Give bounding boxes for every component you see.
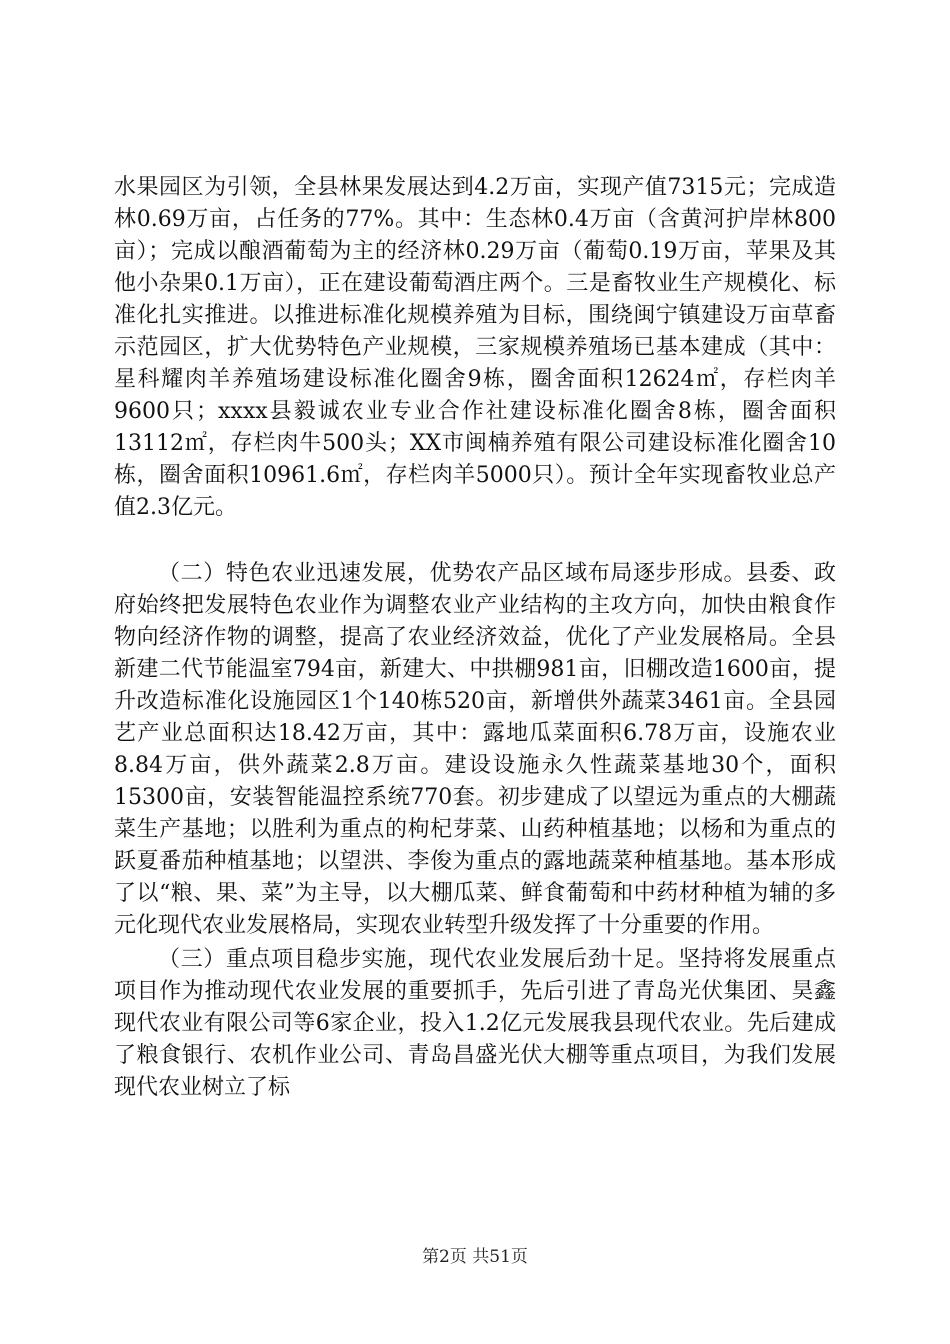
document-body <box>114 172 836 1104</box>
paragraph-key-projects: （三）重点项目稳步实施，现代农业发展后劲十足。坚持将发展重点项目作为推动现代农业发展的重要抓手，先后引进了青岛光伏集团、昊鑫现代农业有限公司等6家企业，投入1.2亿元发展我县现代农业。先后建成了粮食银行、农机作业公司、青岛昌盛光伏大棚等重点项目，为我们发展现代农业树立了标 <box>114 947 836 1100</box>
paragraph-specialty-agriculture: （二）特色农业迅速发展，优势农产品区域布局逐步形成。县委、政府始终把发展特色农业作为调整农业产业结构的主攻方向，加快由粮食作物向经济作物的调整，提高了农业经济效益，优化了产业发展格局。全县新建二代节能温室794亩，新建大、中拱棚981亩，旧棚改造1600亩，提升改造标准化设施园区1个140栋520亩，新增供外蔬菜3461亩。全县园艺产业总面积达18.42万亩，其中：露地瓜菜面积6.78万亩，设施农业8.84万亩，供外蔬菜2.8万亩。建设设施永久性蔬菜基地30个，面积15300亩，安装智能温控系统770套。初步建成了以望远为重点的大棚蔬菜生产基地；以胜利为重点的枸杞芽菜、山药种植基地；以杨和为重点的跃夏番茄种植基地；以望洪、李俊为重点的露地蔬菜种植基地。基本形成了以“粮、果、菜”为主导，以大棚瓜菜、鲜食葡萄和中药材种植为辅的多元化现代农业发展格局，实现农业转型升级发挥了十分重要的作用。 <box>114 561 836 938</box>
paragraph-forestry-livestock: 水果园区为引领，全县林果发展达到4.2万亩，实现产值7315元；完成造林0.69万亩，占任务的77%。其中：生态林0.4万亩（含黄河护岸林800亩）；完成以酿酒葡萄为主的经济林0.29万亩（葡萄0.19万亩，苹果及其他小杂果0.1万亩），正在建设葡萄酒庄两个。三是畜牧业生产规模化、标准化扎实推进。以推进标准化规模养殖为目标，围绕闽宁镇建设万亩草畜示范园区，扩大优势特色产业规模，三家规模养殖场已基本建成（其中：星科耀肉羊养殖场建设标准化圈舍9栋，圈舍面积12624㎡，存栏肉羊9600只；xxxx县毅诚农业专业合作社建设标准化圈舍8栋，圈舍面积13112㎡，存栏肉牛500头；XX市闽楠养殖有限公司建设标准化圈舍10栋，圈舍面积10961.6㎡，存栏肉羊5000只）。预计全年实现畜牧业总产值2.3亿元。 <box>114 175 836 520</box>
page-number-footer: 第2页 共51页 <box>422 1247 528 1267</box>
